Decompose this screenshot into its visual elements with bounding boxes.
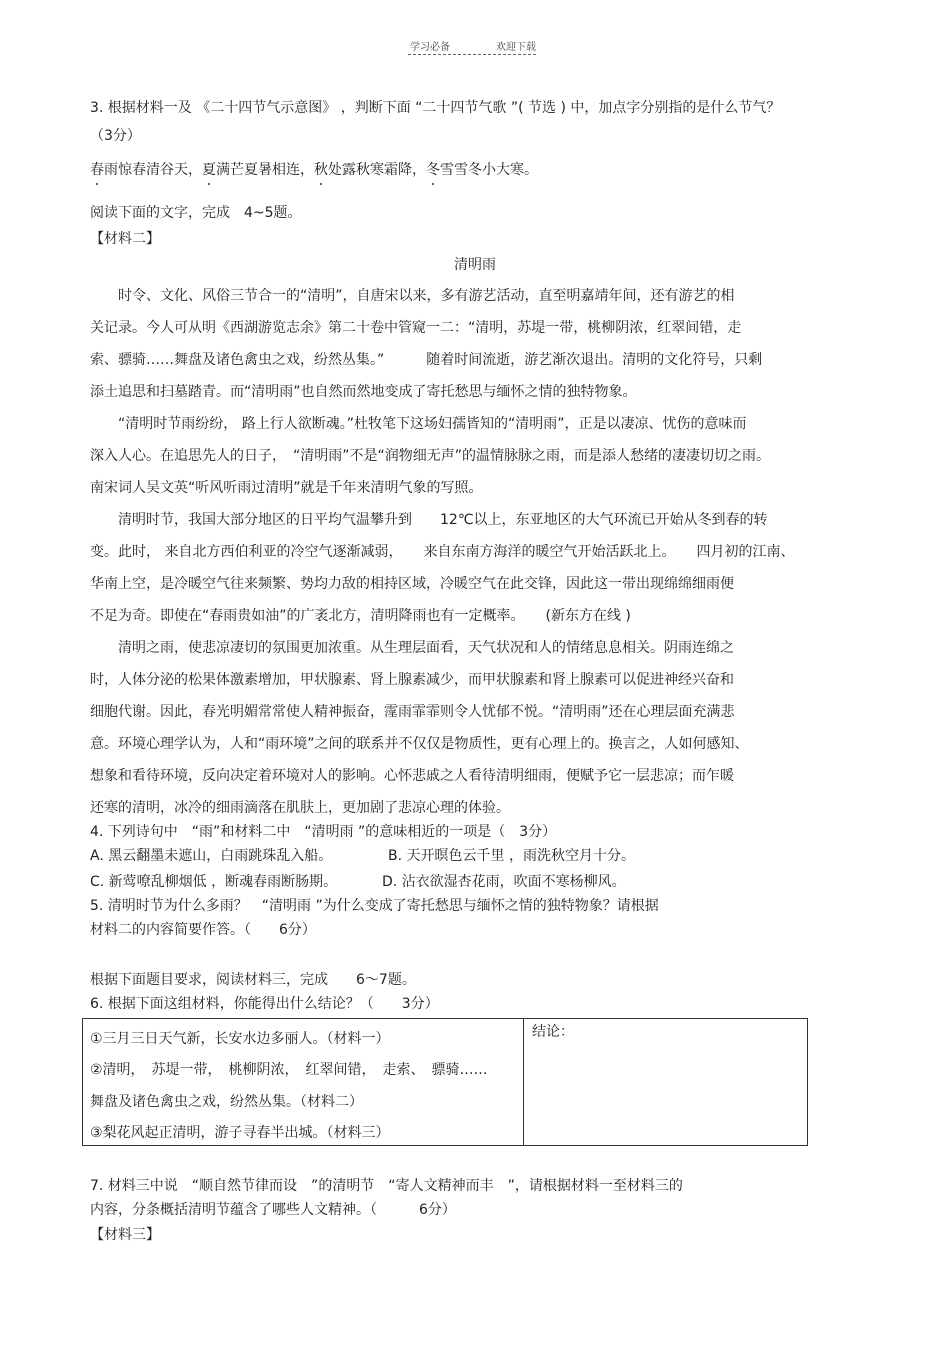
q6-conclusion-cell[interactable]	[524, 1019, 808, 1146]
material2-line: “清明时节雨纷纷， 路上行人欲断魂。”杜牧笔下这场妇孺皆知的“清明雨”，正是以凄凉、忧伤的意味而	[90, 416, 747, 432]
q6-material-row: 舞盘及诸色禽虫之戏，纷然丛集。（材料二）	[90, 1094, 363, 1110]
q6-material-row: ③梨花风起正清明，游子寻春半出城。（材料三）	[90, 1125, 390, 1141]
material2-line: 变。此时， 来自北方西伯利亚的冷空气逐渐减弱， 来自东南方海洋的暖空气开始活跃北上。 四月初的江南、	[90, 544, 795, 560]
page-header	[0, 38, 950, 58]
material2-line: 清明之雨，使悲凉凄切的氛围更加浓重。从生理层面看，天气状况和人的情绪息息相关。阴雨连绵之	[90, 640, 734, 656]
dotted-char-summer: 夏	[202, 162, 216, 178]
material2-line: 不足为奇。即使在“春雨贵如油”的广袤北方，清明降雨也有一定概率。 (新东方在线 )	[90, 608, 631, 624]
material2-label: 【材料二】	[90, 231, 160, 247]
q6-conclusion-label: 结论：	[532, 1024, 574, 1040]
dotted-char-winter: 冬	[426, 162, 440, 178]
q5-score: 材料二的内容简要作答。（ 6分）	[90, 922, 316, 938]
q4-option-d: D. 沾衣欲湿杏花雨，吹面不寒杨柳风。	[382, 874, 626, 890]
q4-option-b: B. 天开暝色云千里 ，雨洗秋空月十分。	[388, 848, 635, 864]
material2-title: 清明雨	[454, 257, 496, 273]
material2-line: 关记录。今人可从明《西湖游览志余》第二十卷中管窥一二：“清明，苏堤一带，桃柳阴浓，红翠间错，走	[90, 320, 742, 336]
material2-line: 添土追思和扫墓踏青。而“清明雨”也自然而然地变成了寄托愁思与缅怀之情的独特物象。	[90, 384, 637, 400]
material2-line: 意。环境心理学认为，人和“雨环境”之间的联系并不仅仅是物质性，更有心理上的。换言之，人如何感知、	[90, 736, 749, 752]
dotted-char-spring: 春	[90, 162, 104, 178]
intro-6-7: 根据下面题目要求，阅读材料三，完成 6～7题。	[90, 972, 416, 988]
q6-material-row: ①三月三日天气新，长安水边多丽人。（材料一）	[90, 1031, 390, 1047]
material3-label: 【材料三】	[90, 1227, 160, 1243]
q5-stem: 5. 清明时节为什么多雨？ “清明雨 ”为什么变成了寄托愁思与缅怀之情的独特物象？请根据	[90, 898, 659, 914]
material2-line: 还寒的清明，冰冷的细雨滴落在肌肤上，更加剧了悲凉心理的体验。	[90, 800, 510, 816]
q3-score: （3分）	[90, 128, 141, 144]
header-left: 学习必备	[410, 42, 450, 53]
q6-materials-cell	[83, 1019, 524, 1146]
q7-score: 内容，分条概括清明节蕴含了哪些人文精神。（ 6分）	[90, 1202, 456, 1218]
material2-line: 想象和看待环境，反向决定着环境对人的影响。心怀悲戚之人看待清明细雨，便赋予它一层悲凉；而乍暖	[90, 768, 734, 784]
q6-table	[82, 1018, 808, 1146]
header-right: 欢迎下载	[496, 42, 536, 53]
q3-poem: 春雨惊春清谷天，夏满芒夏暑相连，秋处露秋寒霜降，冬雪雪冬小大寒。	[90, 162, 538, 178]
intro-4-5: 阅读下面的文字，完成 4~5题。	[90, 205, 302, 221]
dotted-char-autumn: 秋	[314, 162, 328, 178]
material2-line: 南宋词人吴文英“听风听雨过清明”就是千年来清明气象的写照。	[90, 480, 483, 496]
q4-option-c: C. 新莺嘹乱柳烟低 ，断魂春雨断肠期。	[90, 874, 338, 890]
material2-line: 索、骠骑……舞盘及诸色禽虫之戏，纷然丛集。” 随着时间流逝，游艺渐次退出。清明的文化符号，只剩	[90, 352, 763, 368]
q6-material-row: ②清明， 苏堤一带， 桃柳阴浓， 红翠间错， 走索、 骠骑……	[90, 1062, 488, 1078]
material2-line: 深入人心。在追思先人的日子， “清明雨”不是“润物细无声”的温情脉脉之雨，而是添人愁绪的凄凄切切之雨。	[90, 448, 771, 464]
material2-line: 细胞代谢。因此，春光明媚常常使人精神振奋，霪雨霏霏则令人忧郁不悦。“清明雨”还在心理层面充满悲	[90, 704, 735, 720]
material2-line: 华南上空，是冷暖空气往来频繁、势均力敌的相持区域，冷暖空气在此交锋，因此这一带出现绵绵细雨便	[90, 576, 734, 592]
material2-line: 时，人体分泌的松果体激素增加，甲状腺素、肾上腺素减少，而甲状腺素和肾上腺素可以促进神经兴奋和	[90, 672, 734, 688]
q4-option-a: A. 黑云翻墨未遮山，白雨跳珠乱入船。	[90, 848, 333, 864]
header-divider	[408, 54, 536, 55]
q3-stem: 3. 根据材料一及 《二十四节气示意图》 ，判断下面 “二十四节气歌 ”( 节选 ) 中，加点字分别指的是什么节气？	[90, 100, 781, 116]
q7-stem: 7. 材料三中说 “顺自然节律而设 ”的清明节 “寄人文精神而丰 ”，请根据材料一至材料三的	[90, 1178, 683, 1194]
q4-stem: 4. 下列诗句中 “雨”和材料二中 “清明雨 ”的意味相近的一项是（ 3分）	[90, 824, 557, 840]
material2-line: 清明时节，我国大部分地区的日平均气温攀升到 12℃以上，东亚地区的大气环流已开始从冬到春的转	[90, 512, 768, 528]
q6-stem: 6. 根据下面这组材料，你能得出什么结论？（ 3分）	[90, 996, 439, 1012]
material2-line: 时令、文化、风俗三节合一的“清明”，自唐宋以来，多有游艺活动，直至明嘉靖年间，还有游艺的相	[90, 288, 735, 304]
